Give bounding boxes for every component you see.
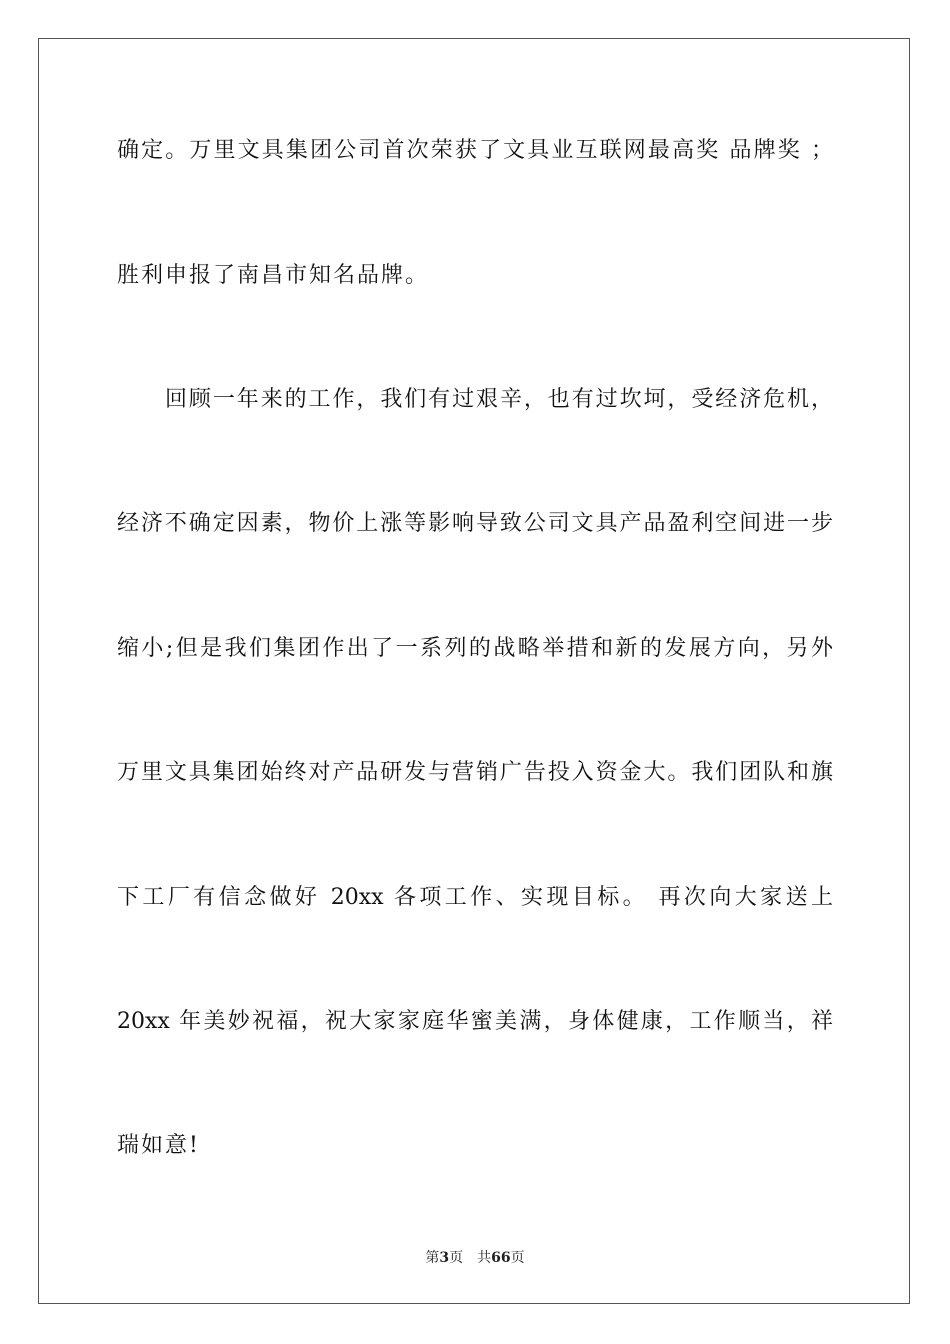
text-line-7: 下工厂有信念做好 20xx 各项工作、实现目标。 再次向大家送上	[117, 885, 833, 910]
text-line-2: 胜利申报了南昌市知名品牌。	[117, 263, 430, 288]
page-footer	[0, 1249, 950, 1267]
text-line-9: 瑞如意!	[117, 1133, 200, 1158]
page-border	[38, 38, 910, 1304]
footer-page-prefix: 第	[425, 1250, 440, 1266]
text-line-4: 经济不确定因素，物价上涨等影响导致公司文具产品盈利空间进一步	[117, 511, 833, 536]
footer-total-suffix: 页	[510, 1250, 525, 1266]
text-line-1: 确定。万里文具集团公司首次荣获了文具业互联网最高奖 品牌奖 ；	[117, 138, 833, 163]
text-line-5: 缩小;但是我们集团作出了一系列的战略举措和新的发展方向，另外	[117, 636, 833, 661]
footer-page-suffix: 页	[449, 1250, 464, 1266]
text-line-3: 回顾一年来的工作，我们有过艰辛，也有过坎坷，受经济危机，	[165, 387, 833, 412]
footer-total-pages: 66	[491, 1250, 511, 1266]
footer-current-page: 3	[439, 1250, 450, 1266]
text-line-6: 万里文具集团始终对产品研发与营销广告投入资金大。我们团队和旗	[117, 760, 833, 785]
text-line-8: 20xx 年美妙祝福，祝大家家庭华蜜美满，身体健康，工作顺当，祥	[117, 1009, 833, 1034]
footer-total-prefix: 共	[477, 1250, 492, 1266]
